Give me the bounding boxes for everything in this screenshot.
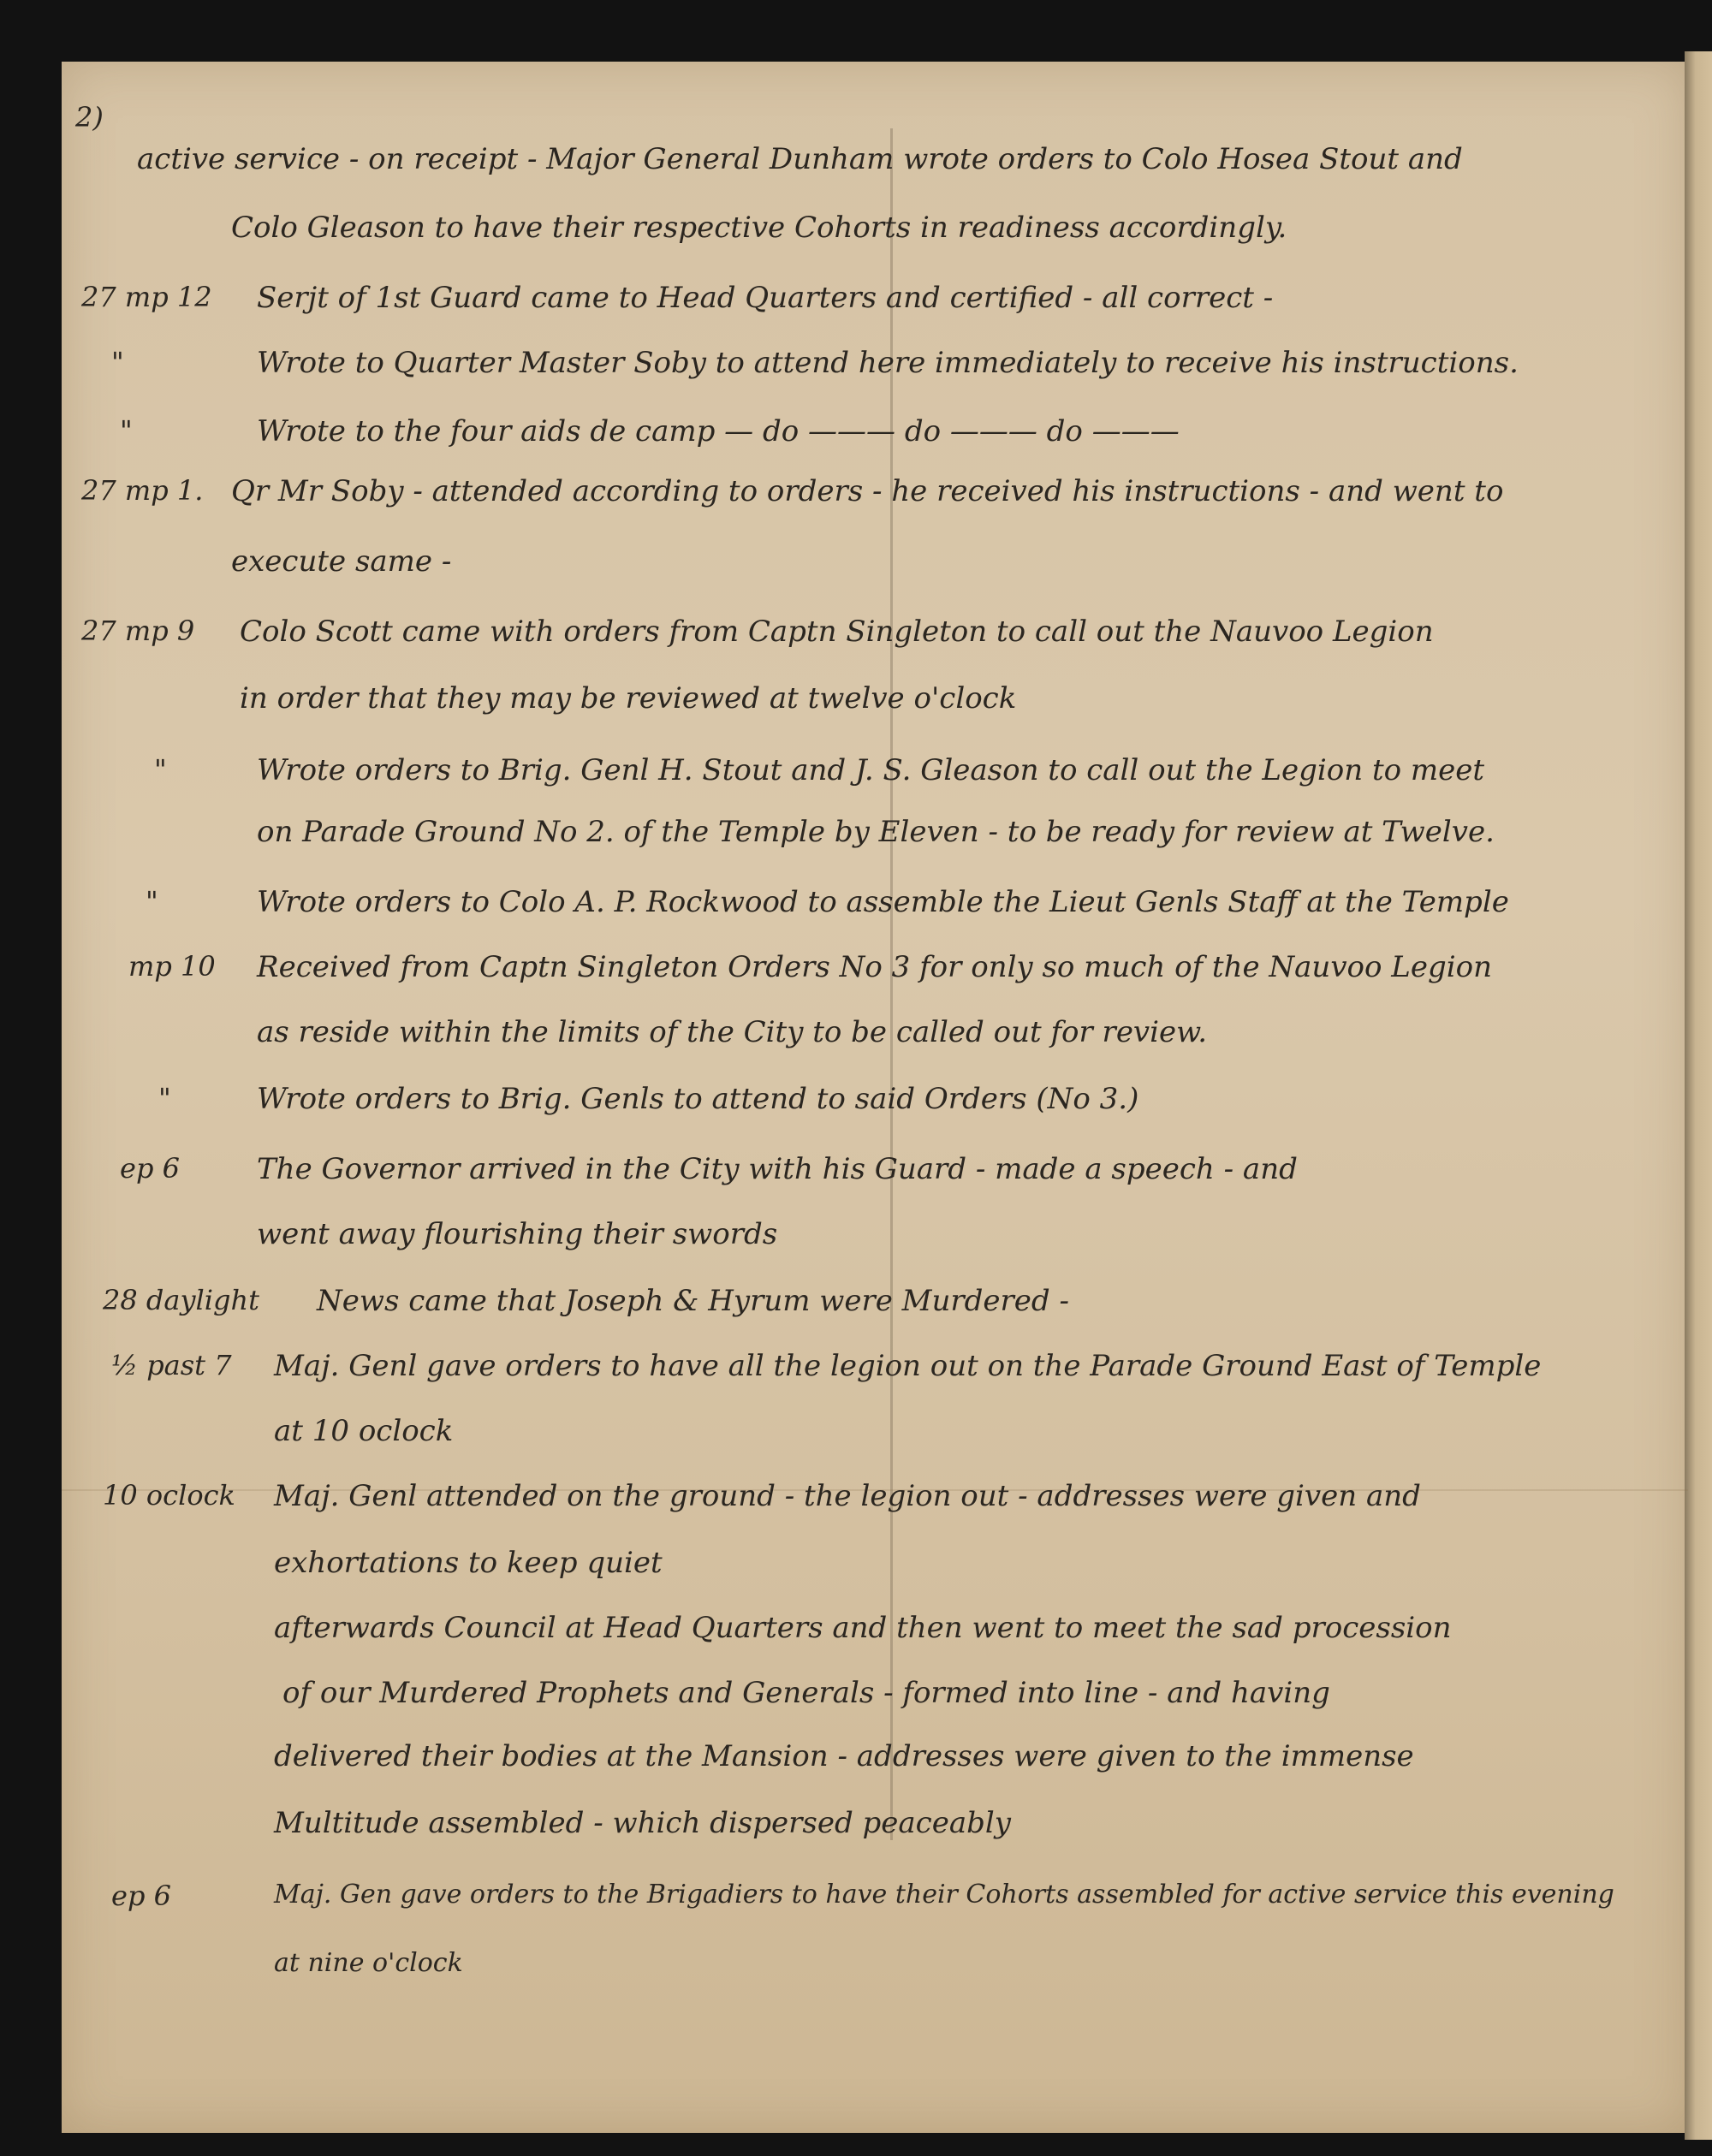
manuscript-line: The Governor arrived in the City with his Guard - made a speech - and bbox=[257, 1152, 1298, 1186]
manuscript-line: Wrote to the four aids de camp — do ——— do ——— do ——— bbox=[257, 414, 1180, 448]
margin-note: 27 mp 9 bbox=[81, 615, 195, 647]
manuscript-line: delivered their bodies at the Mansion - addresses were given to the immense bbox=[274, 1739, 1414, 1773]
vertical-fold-line bbox=[890, 128, 893, 1840]
manuscript-line: in order that they may be reviewed at twelve o'clock bbox=[240, 681, 1017, 716]
manuscript-line: Received from Captn Singleton Orders No 3 for only so much of the Nauvoo Legion bbox=[257, 950, 1492, 984]
margin-note: ½ past 7 bbox=[111, 1349, 232, 1381]
manuscript-line: Maj. Genl gave orders to have all the legion out on the Parade Ground East of Temple bbox=[274, 1349, 1542, 1383]
manuscript-line: active service - on receipt - Major General Dunham wrote orders to Colo Hosea Stout and bbox=[137, 142, 1463, 176]
manuscript-line: Multitude assembled - which dispersed peaceably bbox=[274, 1806, 1011, 1840]
facing-page-edge bbox=[1685, 51, 1712, 2140]
manuscript-line: went away flourishing their swords bbox=[257, 1217, 778, 1251]
margin-note: mp 10 bbox=[128, 950, 216, 983]
manuscript-line: execute same - bbox=[231, 544, 452, 579]
manuscript-line: of our Murdered Prophets and Generals - formed into line - and having bbox=[282, 1676, 1330, 1710]
margin-note: " bbox=[146, 885, 158, 918]
manuscript-line: exhortations to keep quiet bbox=[274, 1546, 663, 1580]
manuscript-line: at nine o'clock bbox=[274, 1948, 463, 1978]
manuscript-line: Wrote orders to Brig. Genls to attend to said Orders (No 3.) bbox=[257, 1082, 1139, 1116]
manuscript-line: News came that Joseph & Hyrum were Murdered - bbox=[317, 1284, 1069, 1318]
margin-note: " bbox=[158, 1082, 171, 1114]
manuscript-line: Wrote orders to Colo A. P. Rockwood to assemble the Lieut Genls Staff at the Temple bbox=[257, 885, 1509, 919]
page-number: 2) bbox=[75, 101, 104, 134]
manuscript-line: Colo Scott came with orders from Captn Singleton to call out the Nauvoo Legion bbox=[240, 615, 1434, 649]
manuscript-line: Maj. Gen gave orders to the Brigadiers to have their Cohorts assembled for active service this evening bbox=[274, 1880, 1614, 1910]
margin-note: " bbox=[111, 346, 124, 378]
manuscript-line: Qr Mr Soby - attended according to orders - he received his instructions - and went to bbox=[231, 474, 1504, 508]
manuscript-line: at 10 oclock bbox=[274, 1414, 454, 1448]
margin-note: " bbox=[154, 753, 167, 786]
margin-note: 27 mp 12 bbox=[81, 281, 212, 313]
manuscript-line: Serjt of 1st Guard came to Head Quarters and certified - all correct - bbox=[257, 281, 1274, 315]
manuscript-line: on Parade Ground No 2. of the Temple by Eleven - to be ready for review at Twelve. bbox=[257, 815, 1495, 849]
margin-note: ep 6 bbox=[120, 1152, 180, 1185]
manuscript-line: Wrote to Quarter Master Soby to attend here immediately to receive his instructions. bbox=[257, 346, 1519, 380]
margin-note: 28 daylight bbox=[103, 1284, 259, 1316]
manuscript-line: Colo Gleason to have their respective Cohorts in readiness accordingly. bbox=[231, 211, 1287, 245]
margin-note: " bbox=[120, 414, 133, 447]
manuscript-line: Maj. Genl attended on the ground - the legion out - addresses were given and bbox=[274, 1479, 1421, 1513]
manuscript-line: afterwards Council at Head Quarters and then went to meet the sad procession bbox=[274, 1611, 1452, 1645]
margin-note: 27 mp 1. bbox=[81, 474, 204, 507]
manuscript-line: as reside within the limits of the City to be called out for review. bbox=[257, 1015, 1208, 1049]
margin-note: ep 6 bbox=[111, 1880, 171, 1912]
margin-note: 10 oclock bbox=[103, 1479, 235, 1512]
manuscript-line: Wrote orders to Brig. Genl H. Stout and J. S. Gleason to call out the Legion to meet bbox=[257, 753, 1485, 787]
